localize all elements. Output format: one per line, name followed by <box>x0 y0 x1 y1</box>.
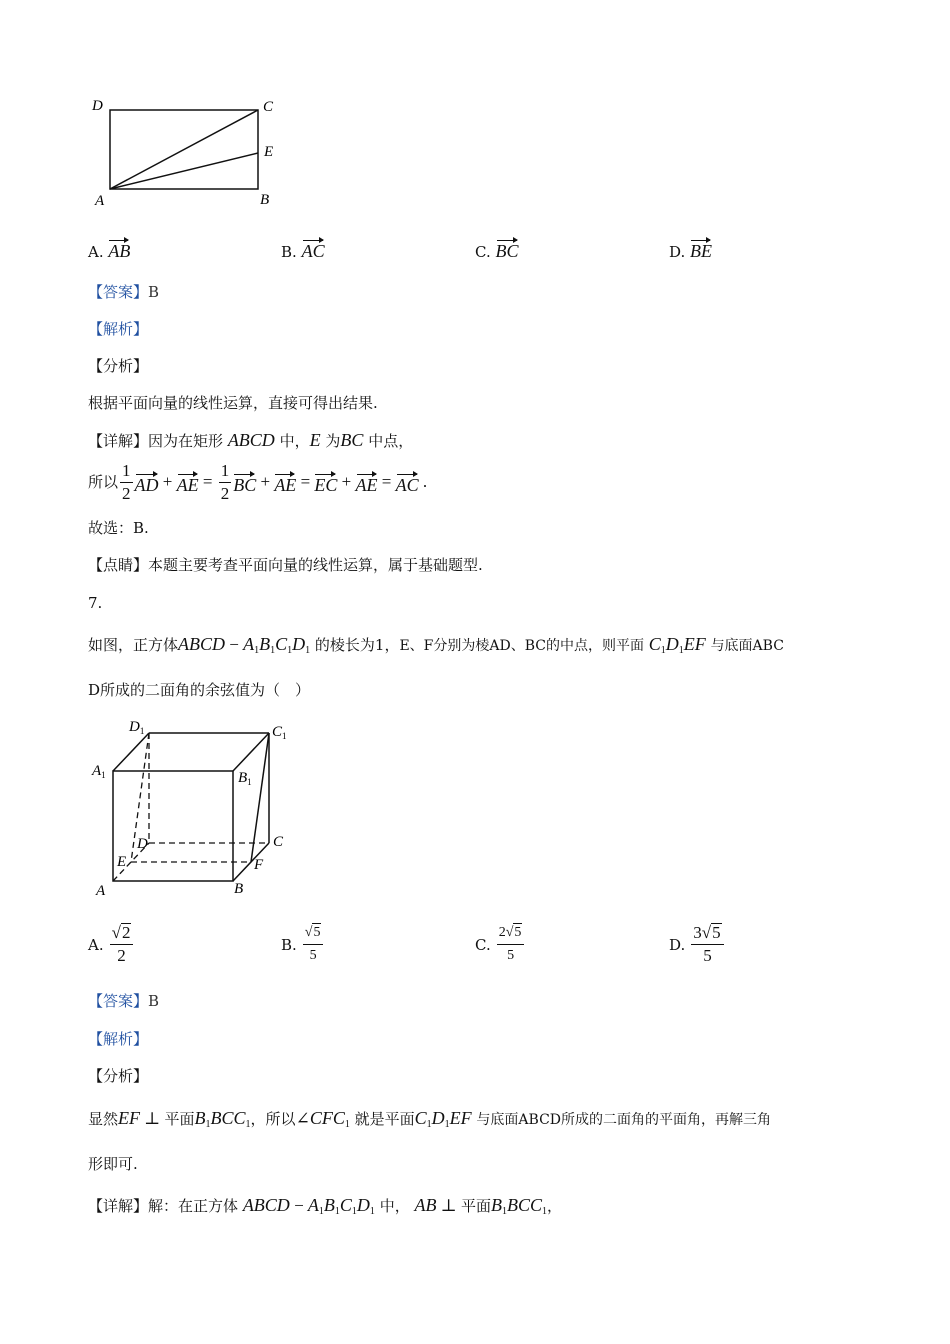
q6-option-d[interactable]: D. BE <box>669 236 712 262</box>
vector-be: BE <box>690 236 712 262</box>
rectangle-figure <box>85 92 285 212</box>
q7-option-a[interactable]: A. $\frac{√2}{2}$ <box>88 922 133 967</box>
label-A1: $A_1$ <box>92 763 106 780</box>
q6-option-b[interactable]: B. AC <box>281 236 325 262</box>
q6-fenxi-text: 根据平面向量的线性运算，直接可得出结果. <box>88 394 378 412</box>
label-F: F <box>254 857 264 873</box>
q6-comment: 【点睛】本题主要考查平面向量的线性运算，属于基础题型. <box>88 556 483 574</box>
q7-fenxi-line1: 显然EF ⊥ 平面$B_1BCC_1$，所以$\angle CFC_1$ 就是平面$C_1D_1EF$ 与底面ABCD所成的二面角的平面角，再解三角 <box>88 1108 772 1130</box>
label-D: D <box>92 98 103 114</box>
label-B1: $B_1$ <box>238 770 252 787</box>
q7-fenxi-tag: 【分析】 <box>88 1067 149 1085</box>
q7-detail-line1: 【详解】解：在正方体 ABCD − $A_1B_1C_1D_1$ 中， AB ⊥ 平面$B_1BCC_1$， <box>88 1195 563 1217</box>
q7-stem-line2: D所成的二面角的余弦值为（ ） <box>88 681 311 699</box>
label-E: E <box>117 854 127 870</box>
cube-figure <box>88 712 298 902</box>
q6-jiexi: 【解析】 <box>88 320 149 338</box>
q7-fenxi-line2: 形即可. <box>88 1155 138 1173</box>
q6-equation: 所以 $\frac{1}{2}$ AD + AE = $\frac{1}{2}$ BC + AE = EC + AE = AC . <box>88 460 428 503</box>
q7-option-d[interactable]: D. $\frac{3√5}{5}$ <box>669 922 724 967</box>
label-A: A <box>95 193 105 209</box>
q7-stem-line1: 如图，正方体ABCD − $A_1B_1C_1D_1$ 的棱长为1，E、F分别为棱AD、BC的中点，则平面 $C_1D_1EF$ 与底面ABC <box>88 634 784 656</box>
label-E: E <box>264 144 274 160</box>
q6-conclusion: 故选：B. <box>88 519 149 537</box>
label-C: C <box>263 99 274 115</box>
q6-detail-line1: 【详解】因为在矩形 ABCD 中，E 为BC 中点， <box>88 430 414 450</box>
q7-option-b[interactable]: B. $\frac{√5}{5}$ <box>281 922 323 967</box>
label-D: D <box>137 836 148 852</box>
q6-option-a[interactable]: A. AB <box>88 236 130 262</box>
q7-option-c[interactable]: C. $\frac{2√5}{5}$ <box>475 922 524 967</box>
q6-fenxi-tag: 【分析】 <box>88 357 149 375</box>
q7-jiexi: 【解析】 <box>88 1030 149 1048</box>
label-C1: $C_1$ <box>272 724 287 741</box>
vector-ab: AB <box>108 236 130 262</box>
label-B: B <box>234 881 244 897</box>
q6-answer: 【答案】B <box>88 283 160 301</box>
q7-number: 7. <box>88 594 103 612</box>
q6-option-c[interactable]: C. BC <box>475 236 519 262</box>
vector-bc: BC <box>496 236 519 262</box>
label-D1: $D_1$ <box>129 719 145 736</box>
vector-ac: AC <box>302 236 325 262</box>
label-B: B <box>260 192 270 208</box>
q7-answer: 【答案】B <box>88 992 160 1010</box>
label-C: C <box>273 834 284 850</box>
label-A: A <box>96 883 106 899</box>
